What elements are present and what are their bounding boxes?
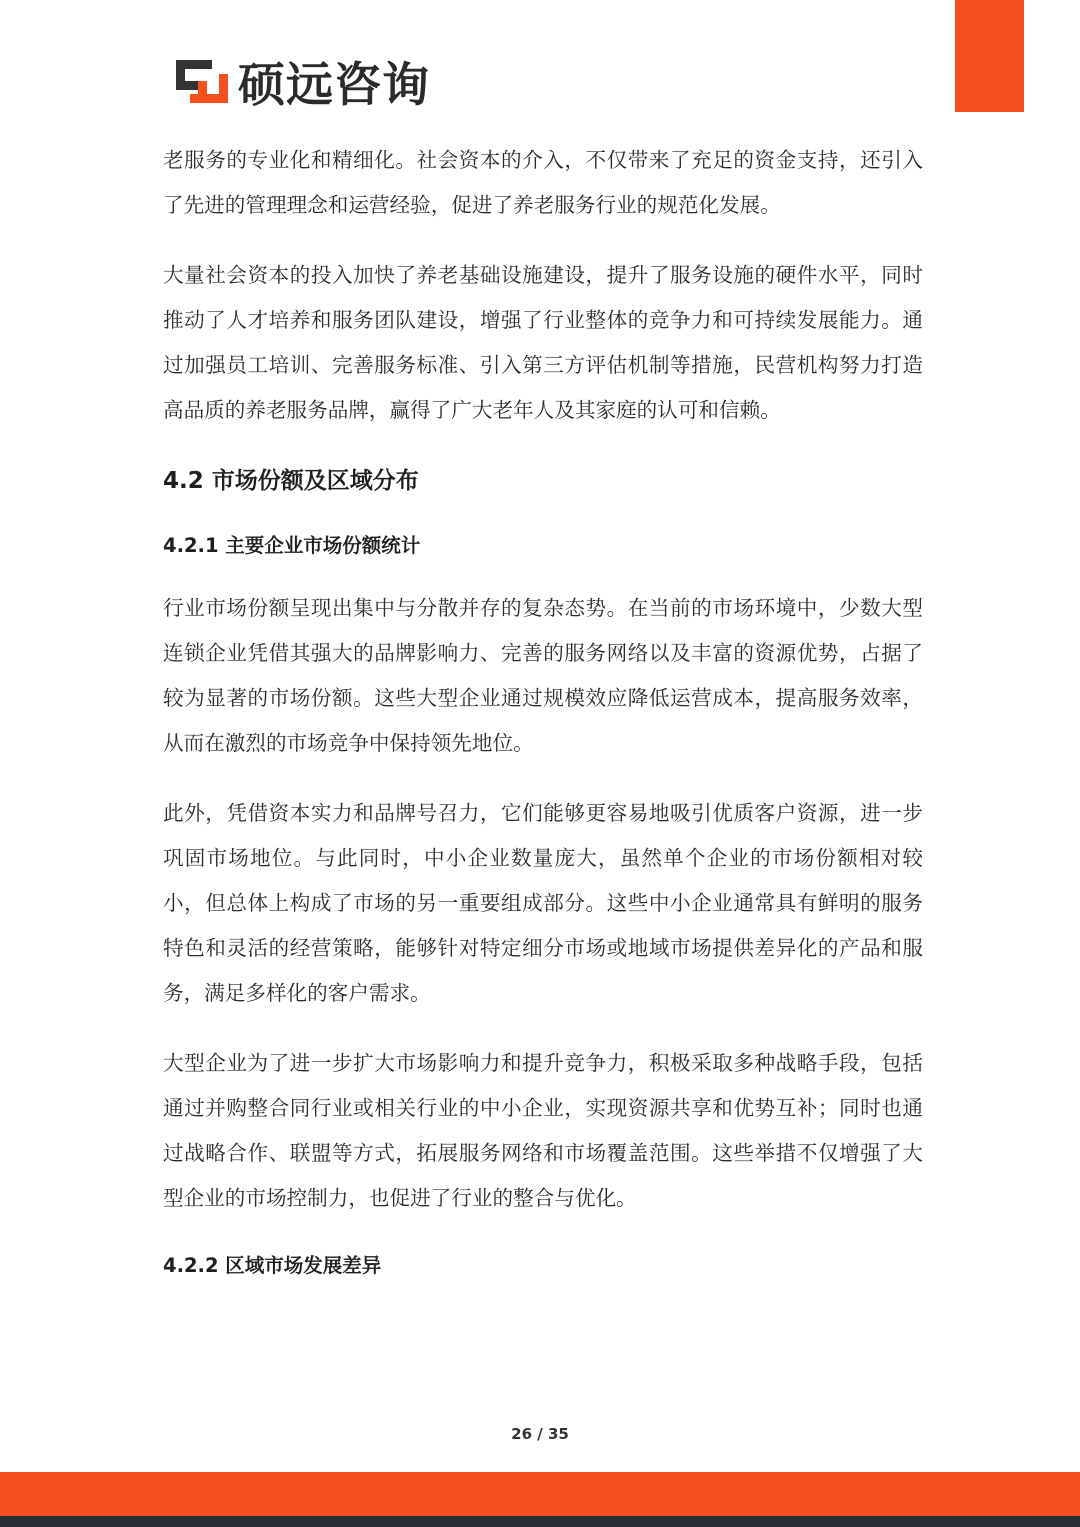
square-s-logo-icon — [176, 60, 228, 112]
subsection-heading: 4.2.1 主要企业市场份额统计 — [163, 534, 421, 557]
paragraph: 大型企业为了进一步扩大市场影响力和提升竞争力，积极采取多种战略手段，包括通过并购整合同行业或相关行业的中小企业，实现资源共享和优势互补；同时也通过战略合作、联盟等方式，拓展服务网络和市场覆盖范围。这些举措不仅增强了大型企业的市场控制力，也促进了行业的整合与优化。 — [163, 1051, 923, 1210]
footer-accent-band — [0, 1472, 1080, 1516]
page-number: 26 / 35 — [511, 1425, 569, 1443]
brand-logo — [176, 58, 430, 114]
paragraph: 此外，凭借资本实力和品牌号召力，它们能够更容易地吸引优质客户资源，进一步巩固市场地位。与此同时，中小企业数量庞大，虽然单个企业的市场份额相对较小，但总体上构成了市场的另一重要组成部分。这些中小企业通常具有鲜明的服务特色和灵活的经营策略，能够针对特定细分市场或地域市场提供差异化的产品和服务，满足多样化的客户需求。 — [163, 801, 923, 1005]
footer-dark-strip — [0, 1516, 1080, 1527]
document-body — [163, 138, 923, 1306]
paragraph: 行业市场份额呈现出集中与分散并存的复杂态势。在当前的市场环境中，少数大型连锁企业凭借其强大的品牌影响力、完善的服务网络以及丰富的资源优势，占据了较为显著的市场份额。这些大型企业通过规模效应降低运营成本，提高服务效率，从而在激烈的市场竞争中保持领先地位。 — [163, 596, 923, 755]
section-heading: 4.2 市场份额及区域分布 — [163, 468, 419, 494]
subsection-heading: 4.2.2 区域市场发展差异 — [163, 1254, 382, 1277]
paragraph: 大量社会资本的投入加快了养老基础设施建设，提升了服务设施的硬件水平，同时推动了人才培养和服务团队建设，增强了行业整体的竞争力和可持续发展能力。通过加强员工培训、完善服务标准、引入第三方评估机制等措施，民营机构努力打造高品质的养老服务品牌，赢得了广大老年人及其家庭的认可和信赖。 — [163, 263, 923, 422]
corner-accent-tab — [955, 0, 1024, 112]
brand-name: 硕远咨询 — [238, 58, 430, 113]
paragraph: 老服务的专业化和精细化。社会资本的介入，不仅带来了充足的资金支持，还引入了先进的管理理念和运营经验，促进了养老服务行业的规范化发展。 — [163, 148, 923, 217]
